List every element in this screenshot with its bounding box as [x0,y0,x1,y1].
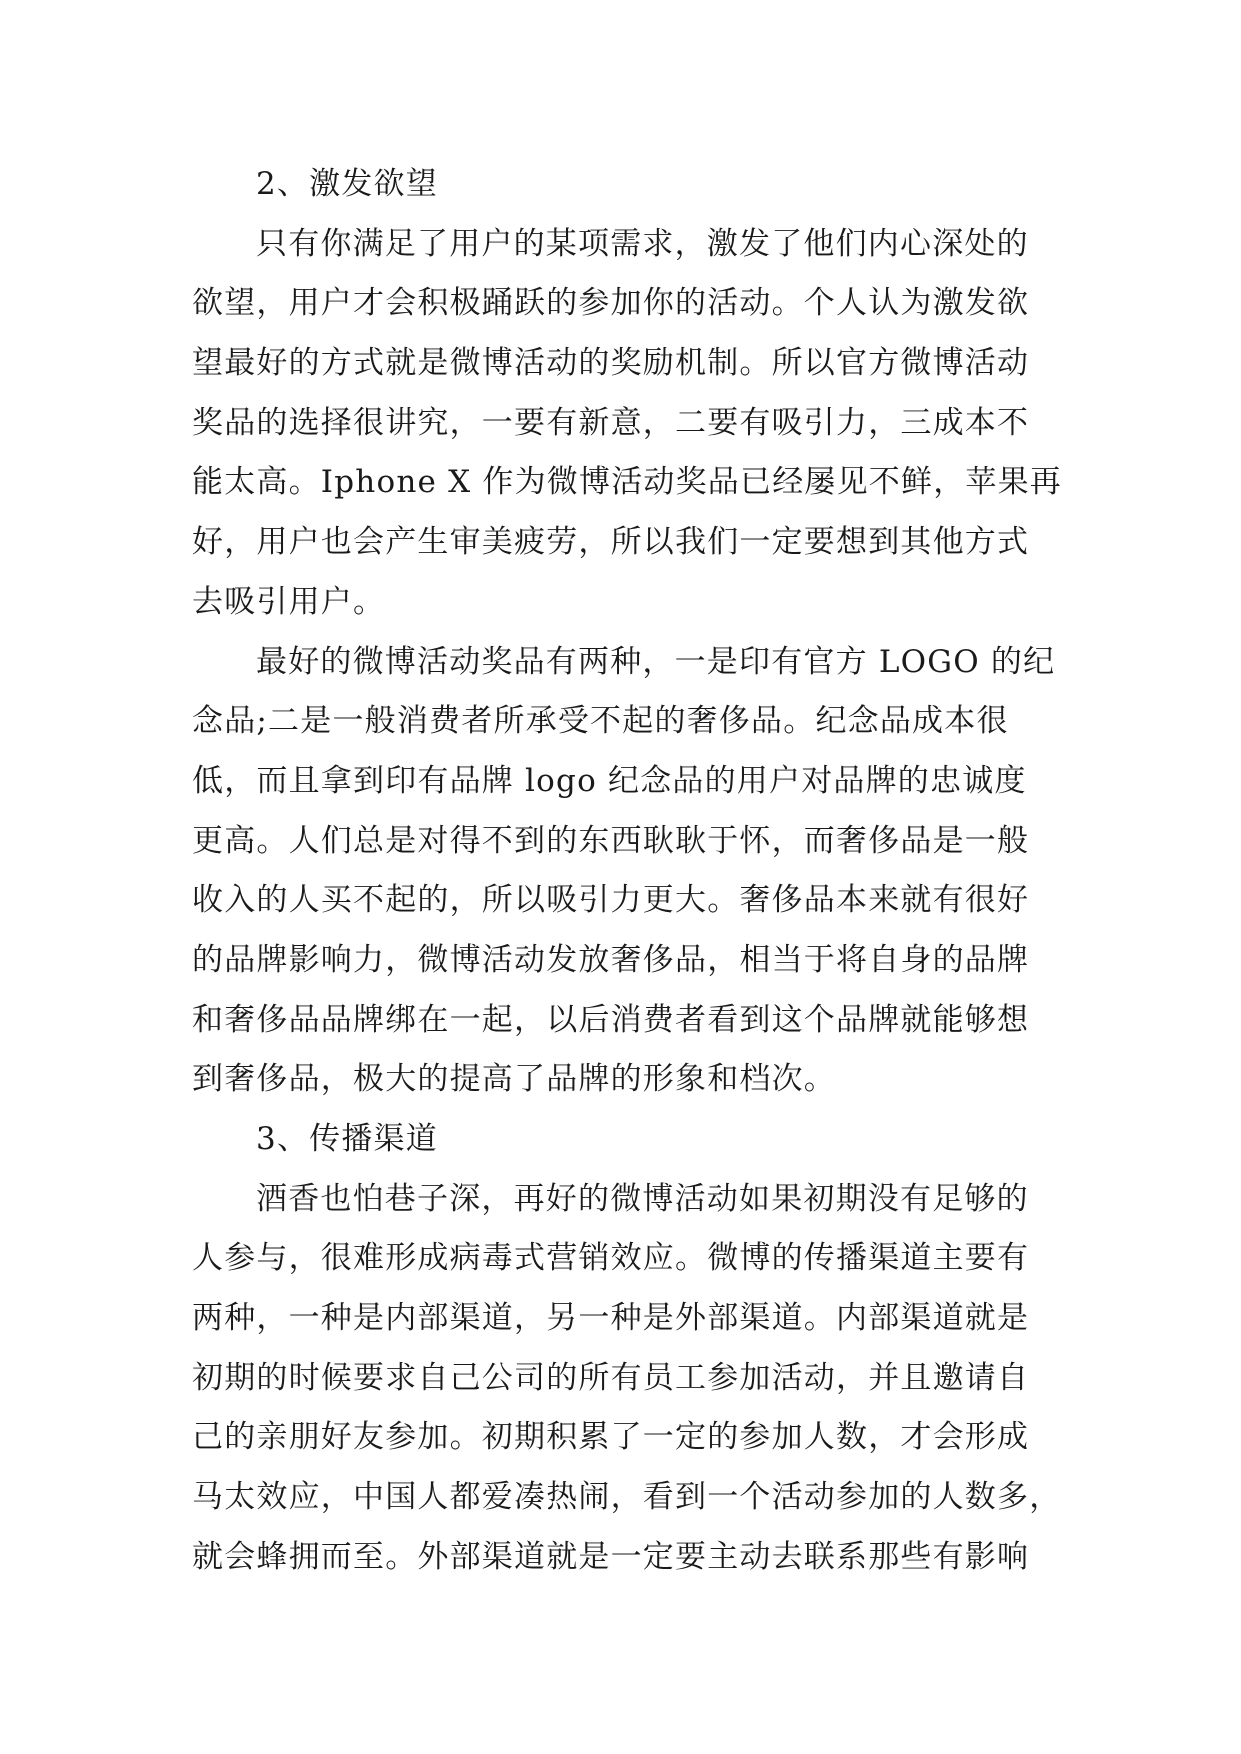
paragraph-line: 收入的人买不起的，所以吸引力更大。奢侈品本来就有很好 [192,882,1030,919]
paragraph-line: 酒香也怕巷子深，再好的微博活动如果初期没有足够的 [256,1180,1029,1217]
paragraph-line: 人参与，很难形成病毒式营销效应。微博的传播渠道主要有 [192,1240,1030,1277]
paragraph-line: 到奢侈品，极大的提高了品牌的形象和档次。 [192,1061,836,1098]
paragraph-line: 就会蜂拥而至。外部渠道就是一定要主动去联系那些有影响 [192,1538,1030,1575]
section-heading: 2、激发欲望 [256,166,438,202]
paragraph-line: 两种，一种是内部渠道，另一种是外部渠道。内部渠道就是 [192,1300,1030,1337]
paragraph-line: 奖品的选择很讲究，一要有新意，二要有吸引力，三成本不 [192,404,1030,441]
paragraph-line: 只有你满足了用户的某项需求，激发了他们内心深处的 [256,225,1029,262]
paragraph-line: 初期的时候要求自己公司的所有员工参加活动，并且邀请自 [192,1359,1030,1396]
paragraph-line: 的品牌影响力，微博活动发放奢侈品，相当于将自身的品牌 [192,941,1030,978]
paragraph-line: 低，而且拿到印有品牌 logo 纪念品的用户对品牌的忠诚度 [192,762,1027,799]
paragraph-line: 马太效应，中国人都爱凑热闹，看到一个活动参加的人数多， [192,1479,1062,1516]
paragraph-line: 念品;二是一般消费者所承受不起的奢侈品。纪念品成本很 [192,703,1009,740]
paragraph-line: 好，用户也会产生审美疲劳，所以我们一定要想到其他方式 [192,524,1030,561]
paragraph-line: 去吸引用户。 [192,583,386,620]
paragraph-line: 望最好的方式就是微博活动的奖励机制。所以官方微博活动 [192,345,1030,382]
section-heading: 3、传播渠道 [256,1121,438,1157]
paragraph-line: 能太高。Iphone X 作为微博活动奖品已经屡见不鲜，苹果再 [192,464,1063,501]
paragraph-line: 己的亲朋好友参加。初期积累了一定的参加人数，才会形成 [192,1419,1030,1456]
paragraph-line: 更高。人们总是对得不到的东西耿耿于怀，而奢侈品是一般 [192,822,1030,859]
paragraph-line: 欲望，用户才会积极踊跃的参加你的活动。个人认为激发欲 [192,285,1030,322]
paragraph-line: 和奢侈品品牌绑在一起，以后消费者看到这个品牌就能够想 [192,1001,1030,1038]
paragraph-line: 最好的微博活动奖品有两种，一是印有官方 LOGO 的纪 [256,643,1056,680]
document-body [192,155,1063,1588]
